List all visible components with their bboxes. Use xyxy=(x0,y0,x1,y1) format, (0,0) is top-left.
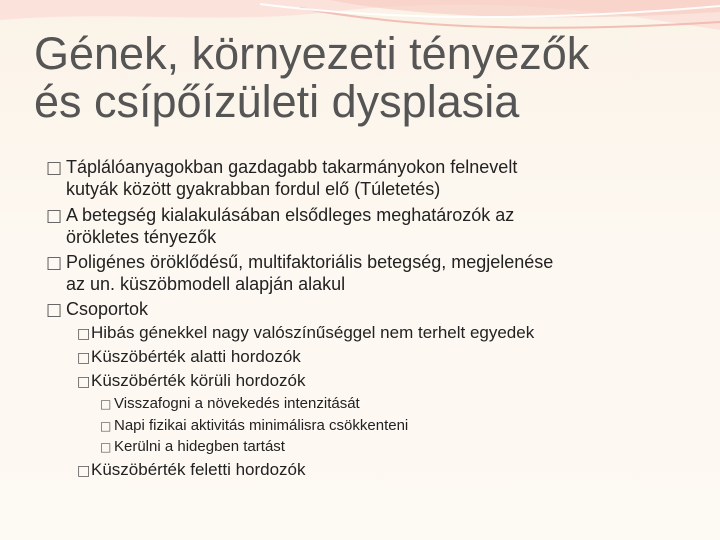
sub-sub-bullet-text: Napi fizikai aktivitás minimálisra csökkenteni xyxy=(114,417,409,434)
sub-bullet-item xyxy=(77,459,306,482)
slide-title xyxy=(34,30,694,126)
bullet-box-icon: □ xyxy=(46,158,63,178)
sub-bullet-item xyxy=(77,322,534,345)
bullet-box-icon: □ xyxy=(77,326,91,342)
sub-sub-bullet-item xyxy=(100,437,285,457)
bullet-item xyxy=(46,156,517,179)
bullet-text: Csoportok xyxy=(66,299,149,319)
bullet-box-icon: □ xyxy=(100,440,112,454)
sub-sub-bullet-item xyxy=(100,416,408,436)
bullet-item xyxy=(46,204,514,227)
bullet-text-continuation: kutyák között gyakrabban fordul elő (Túletetés) xyxy=(66,179,441,199)
sub-sub-bullet-item xyxy=(100,394,360,414)
bullet-text: Táplálóanyagokban gazdagabb takarmányokon felnevelt xyxy=(66,157,518,177)
bullet-text: Poligénes öröklődésű, multifaktoriális betegség, megjelenése xyxy=(66,252,554,272)
title-line-1: Gének, környezeti tényezők xyxy=(34,28,590,79)
sub-bullet-text: Hibás génekkel nagy valószínűséggel nem terhelt egyedek xyxy=(91,323,535,342)
bullet-box-icon: □ xyxy=(46,253,63,273)
sub-bullet-text: Küszöbérték feletti hordozók xyxy=(91,460,306,479)
bullet-box-icon: □ xyxy=(46,206,63,226)
sub-bullet-item xyxy=(77,370,306,393)
sub-bullet-text: Küszöbérték körüli hordozók xyxy=(91,371,306,390)
bullet-box-icon: □ xyxy=(100,419,112,433)
sub-bullet-text: Küszöbérték alatti hordozók xyxy=(91,347,301,366)
bullet-box-icon: □ xyxy=(77,463,91,479)
bullet-text-continuation: örökletes tényezők xyxy=(66,227,217,247)
bullet-box-icon: □ xyxy=(46,300,63,320)
bullet-item xyxy=(46,298,148,321)
bullet-text-continuation: az un. küszöbmodell alapján alakul xyxy=(66,274,346,294)
bullet-box-icon: □ xyxy=(100,397,112,411)
sub-sub-bullet-text: Visszafogni a növekedés intenzitását xyxy=(114,395,360,412)
title-line-2: és csípőízületi dysplasia xyxy=(34,76,520,127)
bullet-box-icon: □ xyxy=(77,350,91,366)
bullet-text: A betegség kialakulásában elsődleges meghatározók az xyxy=(66,205,515,225)
sub-bullet-item xyxy=(77,346,301,369)
bullet-box-icon: □ xyxy=(77,374,91,390)
bullet-item xyxy=(46,251,553,274)
sub-sub-bullet-text: Kerülni a hidegben tartást xyxy=(114,438,285,455)
